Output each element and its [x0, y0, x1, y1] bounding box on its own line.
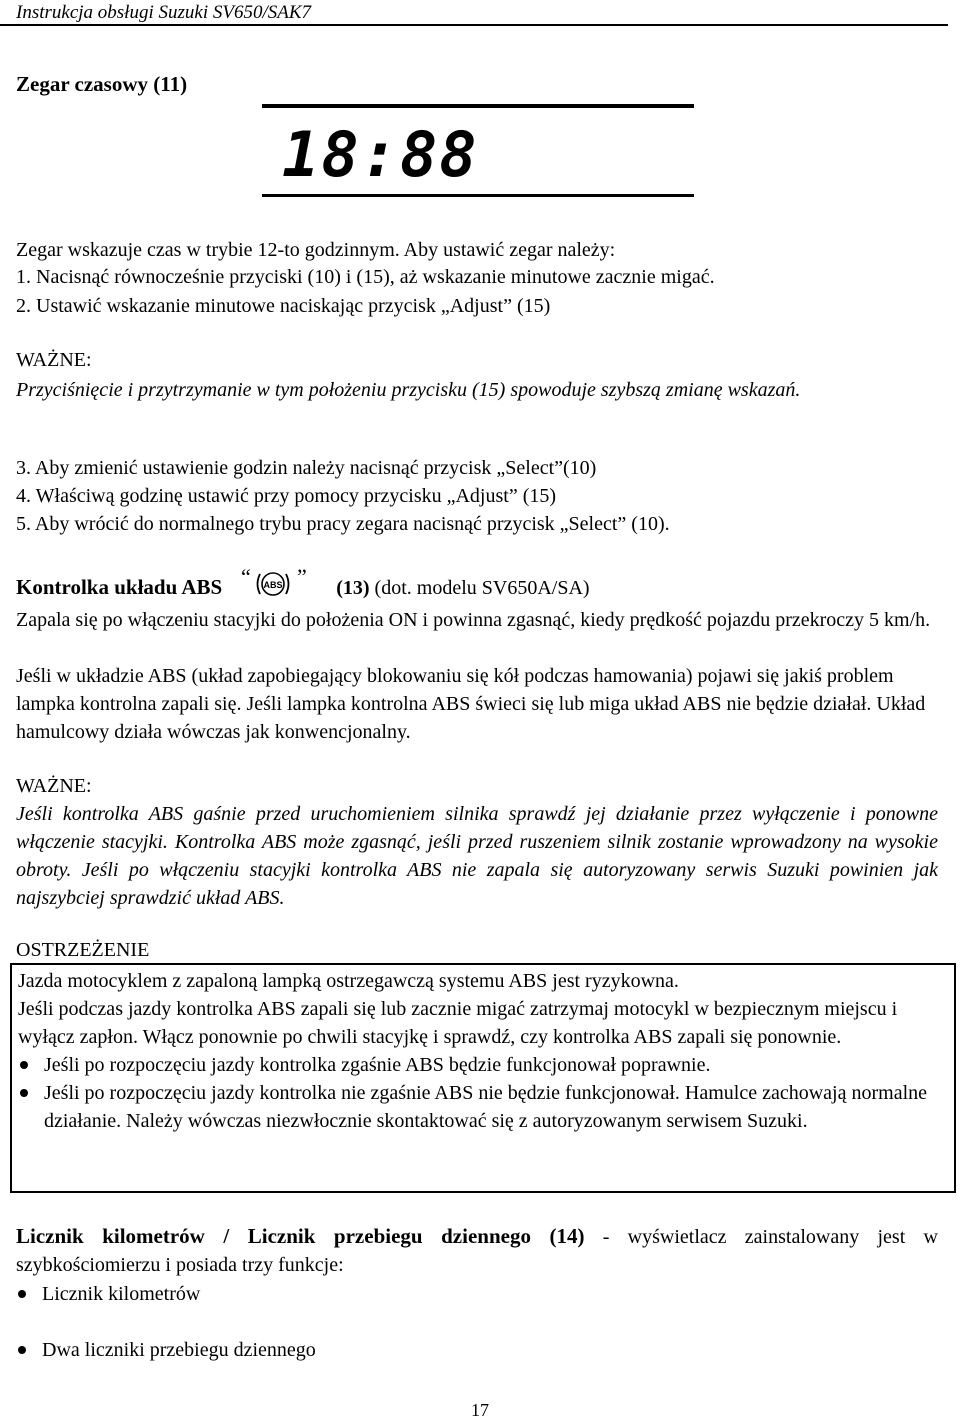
- warning-box: [10, 963, 956, 1193]
- odometer-description: - wyświetlacz zainstalowany jest w szybkościomierzu i posiada trzy funkcje:: [16, 1226, 938, 1276]
- warning-bullet-1: Jeśli po rozpoczęciu jazdy kontrolka zgaśnie ABS będzie funkcjonował poprawnie.: [18, 1051, 948, 1079]
- clock-step-5: 5. Aby wrócić do normalnego trybu pracy zegara nacisnąć przycisk „Select” (10).: [16, 513, 670, 535]
- warning-paragraph: Jeśli podczas jazdy kontrolka ABS zapali się lub zacznie migać zatrzymaj motocykl w bezpiecznym miejscu i wyłącz zapłon. Włącz ponownie po chwili stacyjkę i sprawdź, czy kontrolka ABS zapali się ponownie.: [18, 998, 898, 1048]
- clock-important-label: WAŻNE:: [16, 349, 92, 371]
- abs-title-row: [16, 568, 938, 608]
- header-rule: [0, 24, 948, 26]
- abs-title-number: (13): [336, 577, 370, 599]
- clock-step-4: 4. Właściwą godzinę ustawić przy pomocy przycisku „Adjust” (15): [16, 485, 557, 507]
- abs-paragraph-2: Jeśli w układzie ABS (układ zapobiegający blokowaniu się kół podczas hamowania) pojawi się jakiś problem lampka kontrolna zapali się. Jeśli lampka kontrolna ABS świeci się lub miga układ ABS nie będzie działał. Układ hamulcowy działa wówczas jak konwencjonalny.: [16, 665, 926, 743]
- bullet-icon: [18, 1346, 26, 1354]
- warning-bullet-2: Jeśli po rozpoczęciu jazdy kontrolka nie zgaśnie ABS nie będzie funkcjonował. Hamulce zachowają normalne działanie. Należy wówczas niezwłocznie skontaktować się z autoryzowanym serwisem Suzuki.: [18, 1079, 948, 1135]
- warning-label: OSTRZEŻENIE: [16, 939, 150, 961]
- bullet-icon: [18, 1290, 26, 1298]
- svg-text:“: “: [241, 568, 251, 589]
- abs-section-title: Kontrolka układu ABS: [16, 575, 223, 599]
- svg-text:ABS: ABS: [263, 580, 283, 590]
- clock-step-3: 3. Aby zmienić ustawienie godzin należy nacisnąć przycisk „Select”(10): [16, 457, 597, 479]
- clock-display: [282, 126, 702, 186]
- abs-title-note: (dot. modelu SV650A/SA): [374, 577, 590, 599]
- clock-intro: Zegar wskazuje czas w trybie 12-to godzinnym. Aby ustawić zegar należy:: [16, 239, 616, 261]
- clock-display-text: 18:88: [282, 126, 479, 186]
- bullet-icon: [20, 1061, 28, 1069]
- clock-section-title: Zegar czasowy (11): [16, 72, 188, 96]
- odometer-bullet-2: Dwa liczniki przebiegu dziennego: [16, 1336, 960, 1364]
- bullet-icon: [20, 1089, 28, 1097]
- odometer-intro: [16, 1222, 938, 1279]
- clock-step-1: 1. Nacisnąć równocześnie przyciski (10) i (15), aż wskazanie minutowe zacznie migać.: [16, 266, 715, 288]
- abs-warning-icon: [241, 568, 325, 608]
- clock-important-text: Przyciśnięcie i przytrzymanie w tym położeniu przycisku (15) spowoduje szybszą zmianę wskazań.: [16, 379, 801, 401]
- odometer-section-title: Licznik kilometrów / Licznik przebiegu dziennego (14): [16, 1224, 585, 1248]
- page-header: Instrukcja obsługi Suzuki SV650/SAK7: [16, 2, 312, 23]
- clock-display-illustration: [262, 104, 694, 197]
- svg-text:”: ”: [297, 568, 307, 589]
- page-number: 17: [471, 1400, 489, 1420]
- abs-important-text: Jeśli kontrolka ABS gaśnie przed uruchomieniem silnika sprawdź jej działanie przez wyłączenie i ponowne włączenie stacyjki. Kontrolka ABS może zgasnąć, jeśli przed ruszeniem silnik zostanie wprowadzony na wysokie obroty. Jeśli po włączeniu stacyjki kontrolka ABS nie zapala się autoryzowany serwis Suzuki powinien jak najszybciej sprawdzić układ ABS.: [16, 803, 938, 909]
- abs-paragraph-1: Zapala się po włączeniu stacyjki do położenia ON i powinna zgasnąć, kiedy prędkość pojazdu przekroczy 5 km/h.: [16, 609, 931, 631]
- clock-step-2: 2. Ustawić wskazanie minutowe naciskając przycisk „Adjust” (15): [16, 295, 551, 317]
- odometer-bullet-1: Licznik kilometrów: [16, 1280, 960, 1308]
- abs-important-label: WAŻNE:: [16, 775, 92, 797]
- warning-line-1: Jazda motocyklem z zapaloną lampką ostrzegawczą systemu ABS jest ryzykowna.: [18, 970, 679, 992]
